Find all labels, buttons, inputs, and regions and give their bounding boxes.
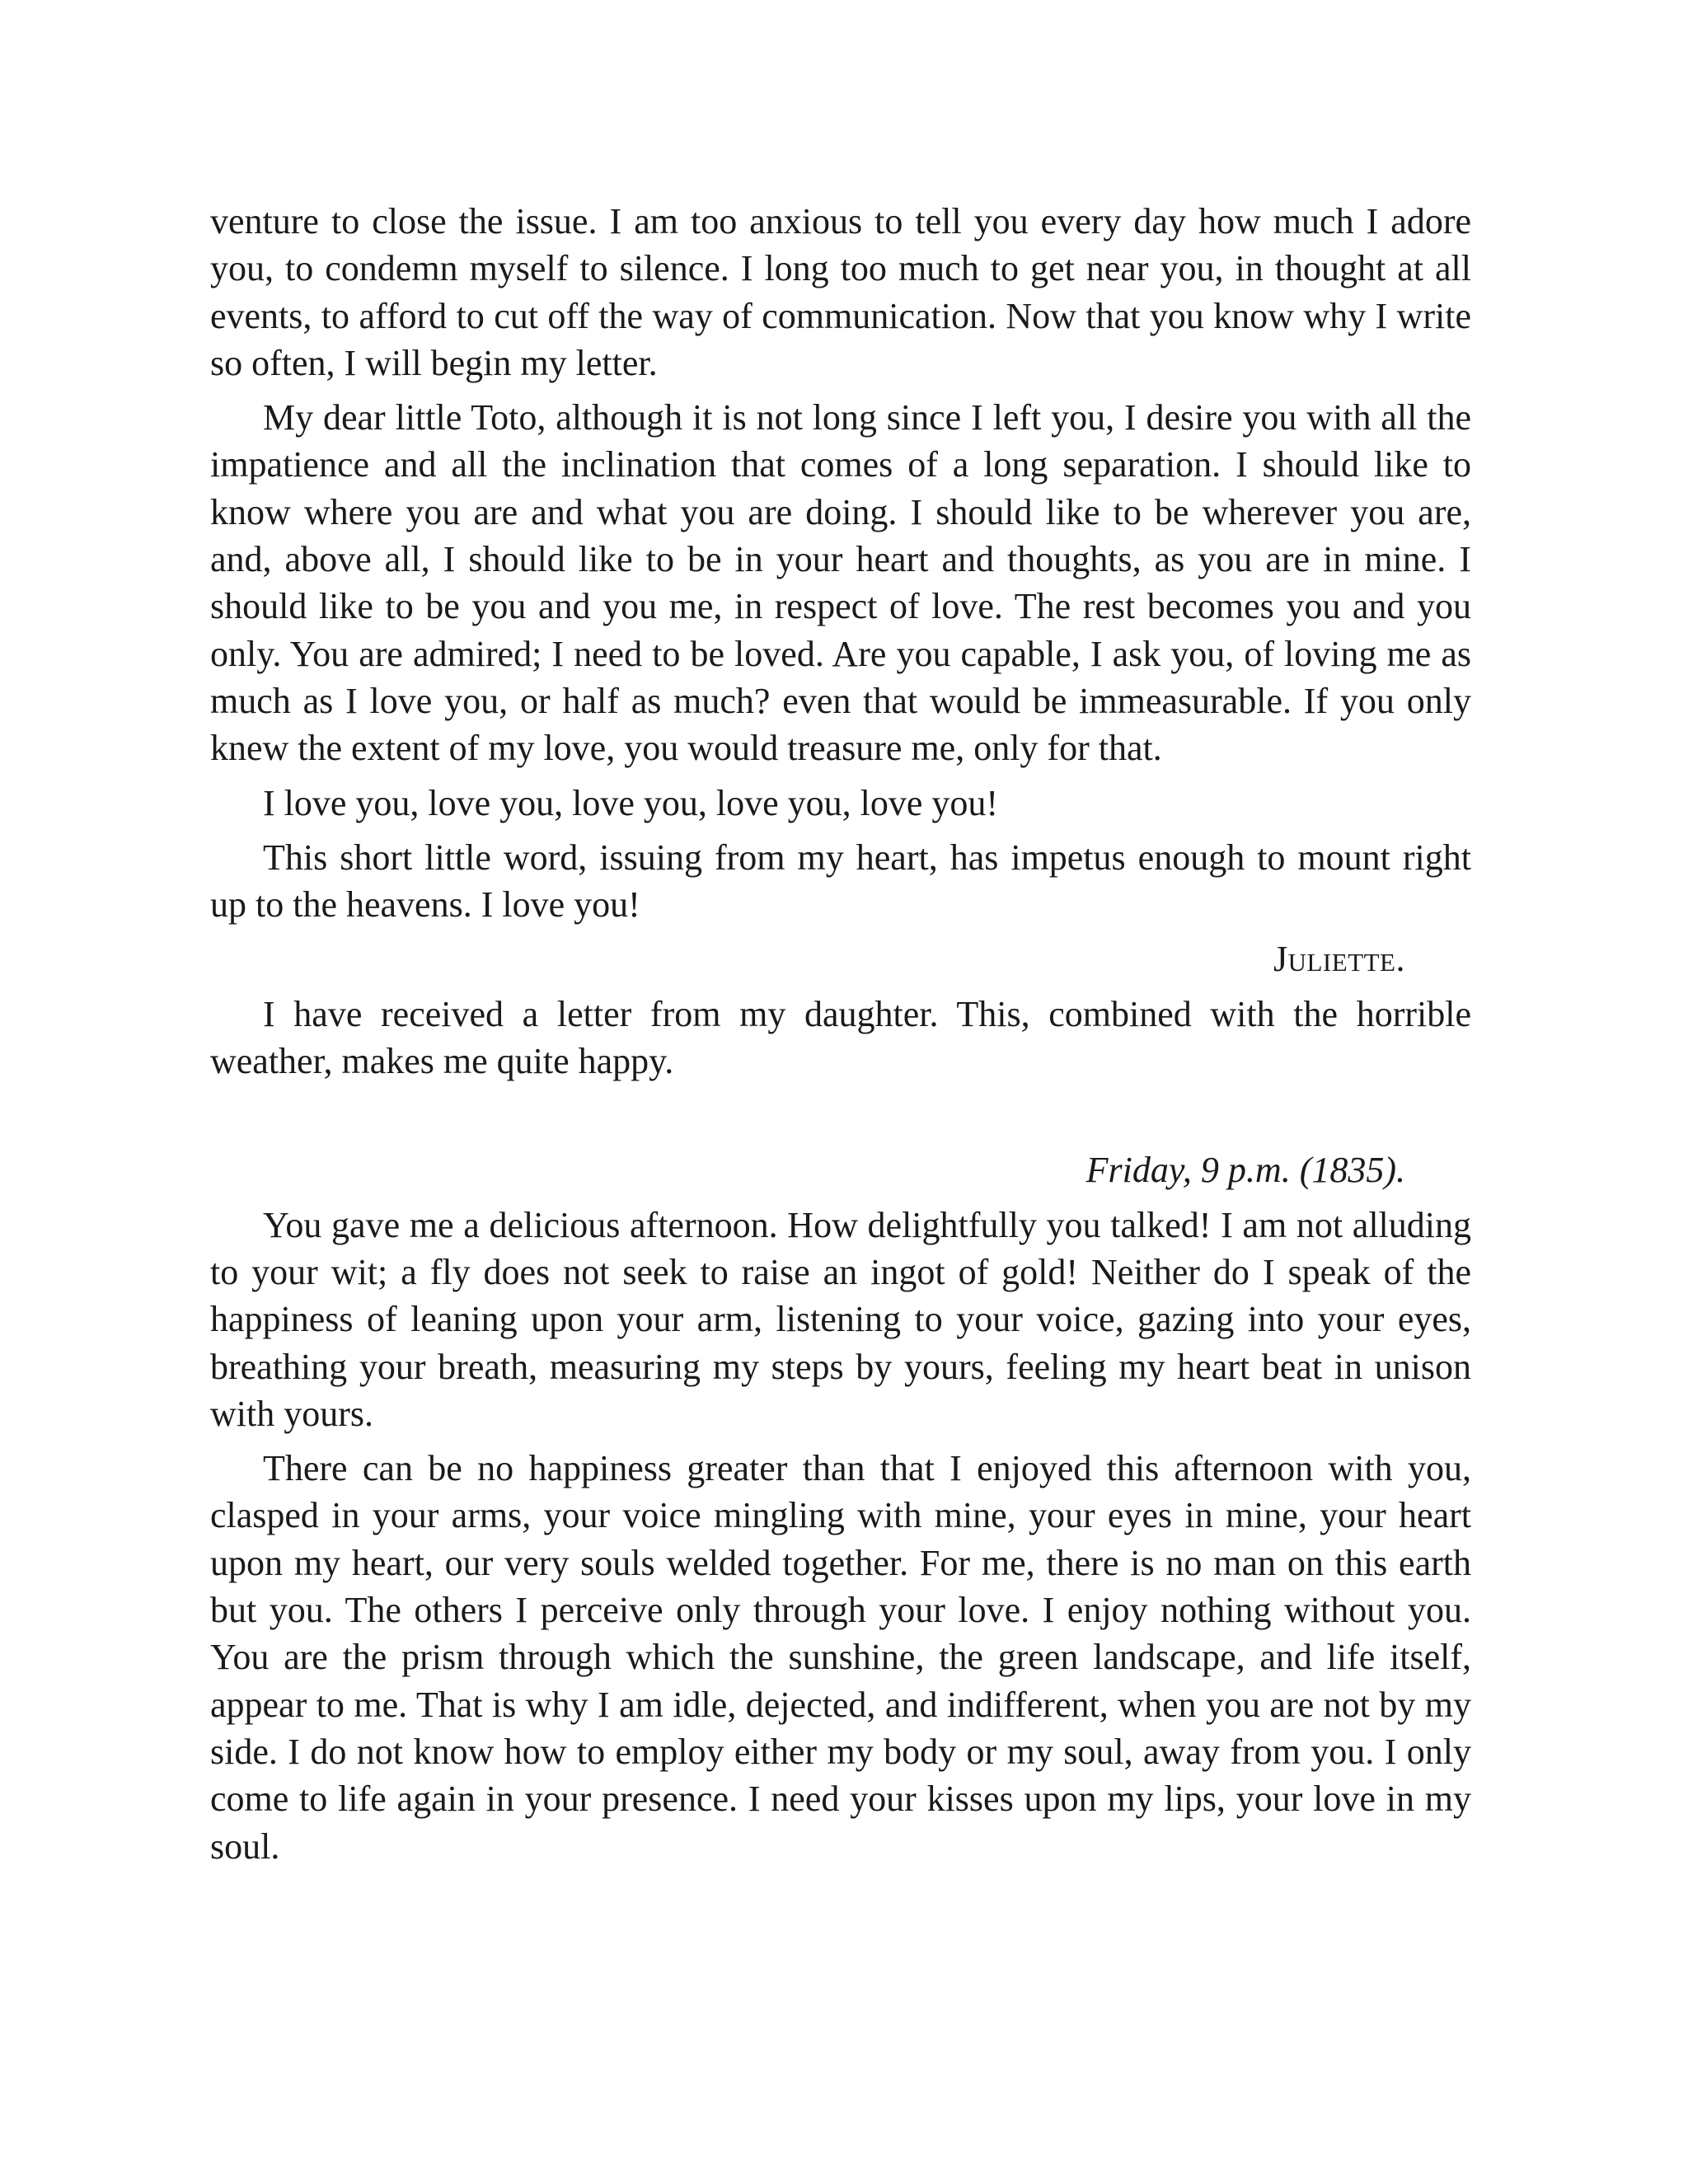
paragraph-happiness: There can be no happiness greater than that I enjoyed this afternoon with you, clasped in your arms, your voice mingling with mine, your eyes in mine, your heart upon my heart, our very souls welded together. For me, there is no man on this earth but you. The others I perceive only through your love. I enjoy nothing without you. You are the prism through which the sunshine, the green landscape, and life itself, appear to me. That is why I am idle, dejected, and indifferent, when you are not by my side. I do not know how to employ either my body or my soul, away from you. I only come to life again in your presence. I need your kisses upon my lips, your love in my soul. — [210, 1448, 1471, 1867]
paragraph-continuation: venture to close the issue. I am too anxious to tell you every day how much I adore you, to condemn myself to silence. I long too much to get near you, in thought at all events, to afford to cut off the way of communication. Now that you know why I write so often, I will begin my letter. — [210, 201, 1471, 383]
signature: Juliette. — [1273, 939, 1405, 980]
paragraph-short-word: This short little word, issuing from my heart, has impetus enough to mount right up to the heavens. I love you! — [210, 837, 1471, 926]
letter-separator — [210, 1092, 1471, 1146]
dateline: Friday, 9 p.m. (1835). — [1085, 1150, 1405, 1191]
postscript: I have received a letter from my daughter. This, combined with the horrible weather, makes me quite happy. — [210, 993, 1471, 1082]
book-page — [210, 198, 1471, 1877]
paragraph-toto: My dear little Toto, although it is not long since I left you, I desire you with all the impatience and all the inclination that comes of a long separation. I should like to know where you are and what you are doing. I should like to be wherever you are, and, above all, I should like to be in your heart and thoughts, as you are in mine. I should like to be you and you me, in respect of love. The rest becomes you and you only. You are admired; I need to be loved. Are you capable, I ask you, of loving me as much as I love you, or half as much? even that would be immeasurable. If you only knew the extent of my love, you would treasure me, only for that. — [210, 397, 1471, 769]
paragraph-afternoon: You gave me a delicious afternoon. How delightfully you talked! I am not alluding to your wit; a fly does not seek to raise an ingot of gold! Neither do I speak of the happiness of leaning upon your arm, listening to your voice, gazing into your eyes, breathing your breath, measuring my steps by yours, feeling my heart beat in unison with yours. — [210, 1204, 1471, 1434]
paragraph-love-you: I love you, love you, love you, love you, love you! — [263, 782, 999, 823]
